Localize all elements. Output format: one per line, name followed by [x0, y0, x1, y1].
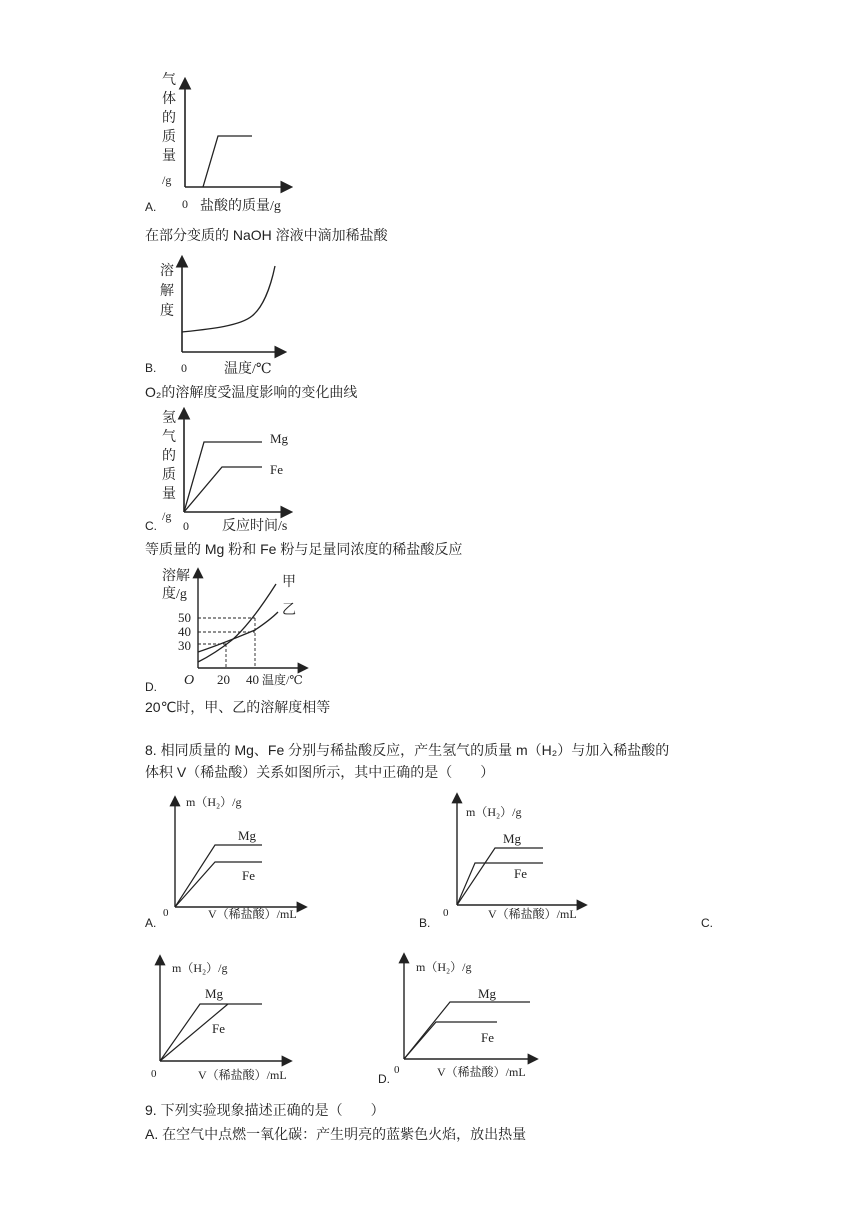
y-tick-50: 50 [178, 610, 191, 625]
x-axis-label: 温度/℃ [224, 362, 272, 377]
origin-label: 0 [394, 1064, 400, 1076]
y-axis-label: m（H₂）/g [172, 961, 228, 975]
y-axis-label: m（H₂）/g [466, 805, 522, 819]
series-label-jia: 甲 [282, 575, 296, 590]
series-label-fe: Fe [212, 1021, 225, 1036]
y-label-char: 度 [160, 304, 174, 319]
option-letter: B. [145, 361, 157, 375]
origin-label: 0 [151, 1068, 157, 1080]
y-label-char: 质 [162, 468, 176, 483]
origin-label: 0 [183, 519, 189, 533]
series-label-mg: Mg [503, 831, 522, 846]
series-label-fe: Fe [514, 866, 527, 881]
option-letter: B. [419, 916, 431, 930]
series-label-yi: 乙 [282, 603, 296, 618]
x-axis-label: V（稀盐酸）/mL [437, 1065, 526, 1079]
x-axis-label: V（稀盐酸）/mL [198, 1068, 287, 1082]
x-axis-label: V（稀盐酸）/mL [488, 907, 577, 921]
y-label-line2: 度/g [162, 587, 187, 602]
q7-c-caption: 等质量的 Mg 粉和 Fe 粉与足量同浓度的稀盐酸反应 [145, 541, 463, 557]
y-label-char: 气 [162, 73, 176, 88]
series-label-fe: Fe [481, 1030, 494, 1045]
y-label-char: /g [162, 173, 172, 187]
series-label-fe: Fe [242, 868, 255, 883]
origin-label: 0 [182, 197, 188, 211]
x-tick-20: 20 [217, 672, 230, 687]
q7-a-caption: 在部分变质的 NaOH 溶液中滴加稀盐酸 [145, 227, 388, 243]
series-label-fe: Fe [270, 462, 283, 477]
y-label-char: 解 [160, 284, 174, 299]
series-label-mg: Mg [205, 986, 224, 1001]
y-axis-label: m（H₂）/g [416, 960, 472, 974]
option-letter: A. [145, 916, 157, 930]
mg-line [404, 1002, 530, 1059]
x-axis-label: V（稀盐酸）/mL [208, 907, 297, 921]
y-label-char: 体 [162, 92, 176, 107]
x-axis-label: 盐酸的质量/g [200, 199, 281, 214]
q8-stem-line2: 体积 V（稀盐酸）关系如图所示，其中正确的是（ ） [145, 764, 495, 780]
y-label-char: 量 [162, 149, 176, 164]
option-letter: C. [145, 519, 157, 533]
origin-label: 0 [163, 907, 169, 919]
series-label-mg: Mg [238, 828, 257, 843]
q9-option-a: A. 在空气中点燃一氧化碳：产生明亮的蓝紫色火焰，放出热量 [145, 1126, 527, 1142]
origin-label: 0 [443, 907, 449, 919]
x-tick-40: 40 [246, 672, 259, 687]
y-tick-40: 40 [178, 624, 191, 639]
series-label-mg: Mg [270, 431, 289, 446]
y-label-char: 氢 [162, 411, 176, 426]
x-axis-label: 温度/℃ [262, 673, 303, 687]
option-letter: C. [701, 916, 713, 930]
q9-stem: 9. 下列实验现象描述正确的是（ ） [145, 1102, 385, 1118]
option-letter: D. [145, 680, 157, 694]
y-label-char: 的 [162, 449, 176, 464]
q8-stem-line1: 8. 相同质量的 Mg、Fe 分别与稀盐酸反应，产生氢气的质量 m（H₂）与加入稀盐酸的 [145, 742, 670, 758]
y-label-char: /g [162, 509, 172, 523]
y-label-char: 溶 [160, 264, 174, 279]
x-axis-label: 反应时间/s [222, 519, 288, 534]
origin-label: 0 [181, 361, 187, 375]
y-label-line1: 溶解 [162, 569, 190, 584]
y-label-char: 气 [162, 430, 176, 445]
y-label-char: 量 [162, 487, 176, 502]
y-label-char: 的 [162, 111, 176, 126]
q7-d-caption: 20℃时，甲、乙的溶解度相等 [145, 699, 331, 715]
option-letter: A. [145, 200, 157, 214]
origin-label: O [184, 673, 195, 688]
option-letter: D. [378, 1072, 390, 1086]
series-label-mg: Mg [478, 986, 497, 1001]
y-axis-label: m（H₂）/g [186, 795, 242, 809]
y-tick-30: 30 [178, 638, 191, 653]
y-label-char: 质 [162, 130, 176, 145]
q7-b-caption: O₂的溶解度受温度影响的变化曲线 [145, 384, 358, 400]
